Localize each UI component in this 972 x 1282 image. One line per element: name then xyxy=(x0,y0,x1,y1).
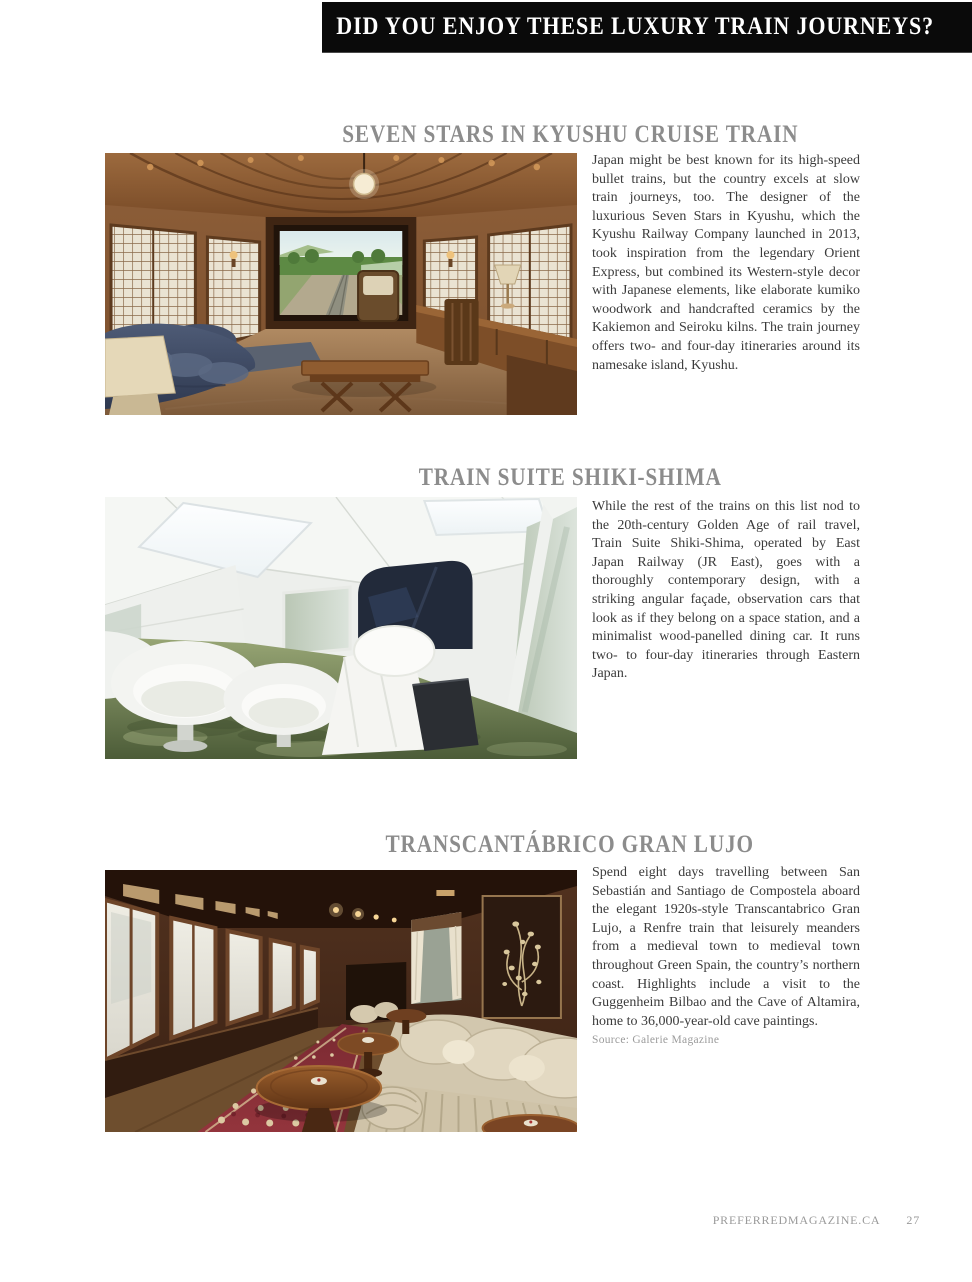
transcantabrico-illustration xyxy=(105,870,577,1132)
section-heading: TRANSCANTÁBRICO GRAN LUJO xyxy=(385,831,755,858)
section-heading: SEVEN STARS IN KYUSHU CRUISE TRAIN xyxy=(341,121,799,148)
photo-seven-stars xyxy=(105,153,577,415)
page-number: 27 xyxy=(906,1213,920,1227)
shiki-shima-illustration xyxy=(105,497,577,759)
header-bar xyxy=(322,2,972,53)
article-body: Spend eight days travelling between San Sebastián and Santiago de Compostela aboard the elegant 1920s-style Transcantabrico Gran Lujo, a Renfre train that leisurely meanders from a medieval town to medieval town throughout Green Spain, the country’s northern coast. Highlights include a visit to the Guggenheim Bilbao and the Cave of Altamira, home to 36,000-year-old cave paintings. xyxy=(592,865,860,1029)
section-heading: TRAIN SUITE SHIKI-SHIMA xyxy=(418,464,722,491)
section-heading-wrap xyxy=(170,121,970,149)
footer-site: PREFERREDMAGAZINE.CA xyxy=(712,1213,881,1227)
section-heading-wrap xyxy=(170,464,970,492)
header-title: DID YOU ENJOY THESE LUXURY TRAIN JOURNEYS? xyxy=(336,13,935,40)
source-credit: Source: Galerie Magazine xyxy=(592,1034,720,1046)
article-body: While the rest of the trains on this list nod to the 20th-century Golden Age of rail travel, Train Suite Shiki-Shima, operated by East Japan Railway (JR East), goes with a thoroughly contemporary design, with a striking angular façade, observation cars that look as if they belong on a space station, and a minimalist wood-panelled dining car. It runs two- to four-day itineraries through Eastern Japan. xyxy=(592,499,860,682)
section-heading-wrap xyxy=(170,831,970,859)
article-body: Japan might be best known for its high-speed bullet trains, but the country excels at slow train journeys, too. The designer of the luxurious Seven Stars in Kyushu, which the Kyushu Railway Company launched in 2013, took inspiration from the legendary Orient Express, but combined its Western-style decor with Japanese elements, like elaborate kumiko woodwork and handcrafted ceramics by the Kakiemon and Seiroku kilns. The train journey offers two- and four-day itineraries around its namesake island, Kyushu. xyxy=(592,153,860,373)
photo-transcantabrico xyxy=(105,870,577,1132)
seven-stars-illustration xyxy=(105,153,577,415)
photo-shiki-shima xyxy=(105,497,577,759)
page-footer xyxy=(713,1213,920,1228)
